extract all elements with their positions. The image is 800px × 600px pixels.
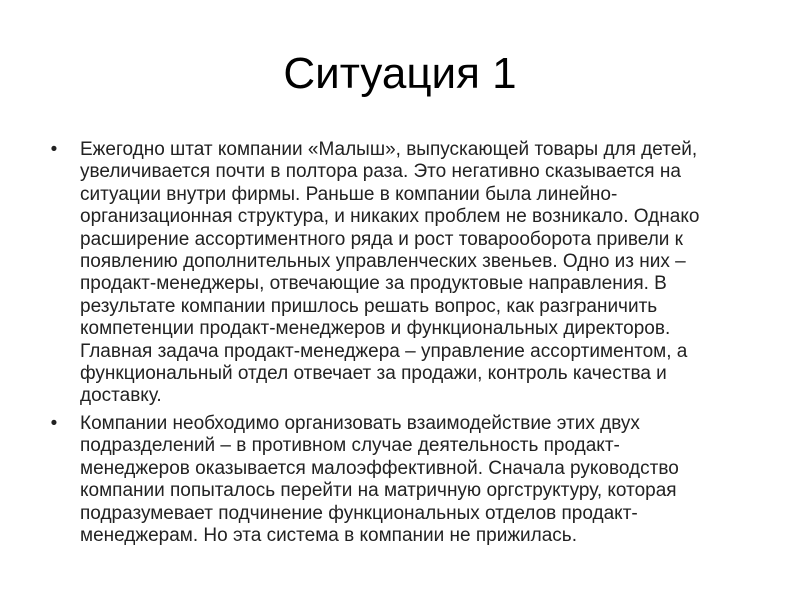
bullet-list — [46, 139, 726, 552]
bullet-item — [46, 139, 726, 408]
bullet-dot-icon: • — [50, 139, 58, 160]
bullet-item — [46, 413, 726, 547]
slide-title: Ситуация 1 — [283, 49, 517, 98]
bullet-text: Компании необходимо организовать взаимодействие этих двух подразделений – в противном случае деятельность продакт-менеджеров оказывается малоэффективной. Сначала руководство компании попыталось перейти на матричную оргструктуру, которая подразумевает подчинение функциональных отделов продакт-менеджерам. Но эта система в компании не прижилась. — [80, 412, 679, 546]
bullet-text: Ежегодно штат компании «Малыш», выпускающей товары для детей, увеличивается почти в полтора раза. Это негативно сказывается на ситуации внутри фирмы. Раньше в компании была линейно-организационная структура, и никаких проблем не возникало. Однако расширение ассортиментного ряда и рост товарооборота привели к появлению дополнительных управленческих звеньев. Одно из них – продакт-менеджеры, отвечающие за продуктовые направления. В результате компании пришлось решать вопрос, как разграничить компетенции продакт-менеджеров и функциональных директоров. Главная задача продакт-менеджера – управление ассортиментом, а функциональный отдел отвечает за продажи, контроль качества и доставку. — [80, 139, 700, 407]
bullet-dot-icon: • — [50, 412, 58, 434]
